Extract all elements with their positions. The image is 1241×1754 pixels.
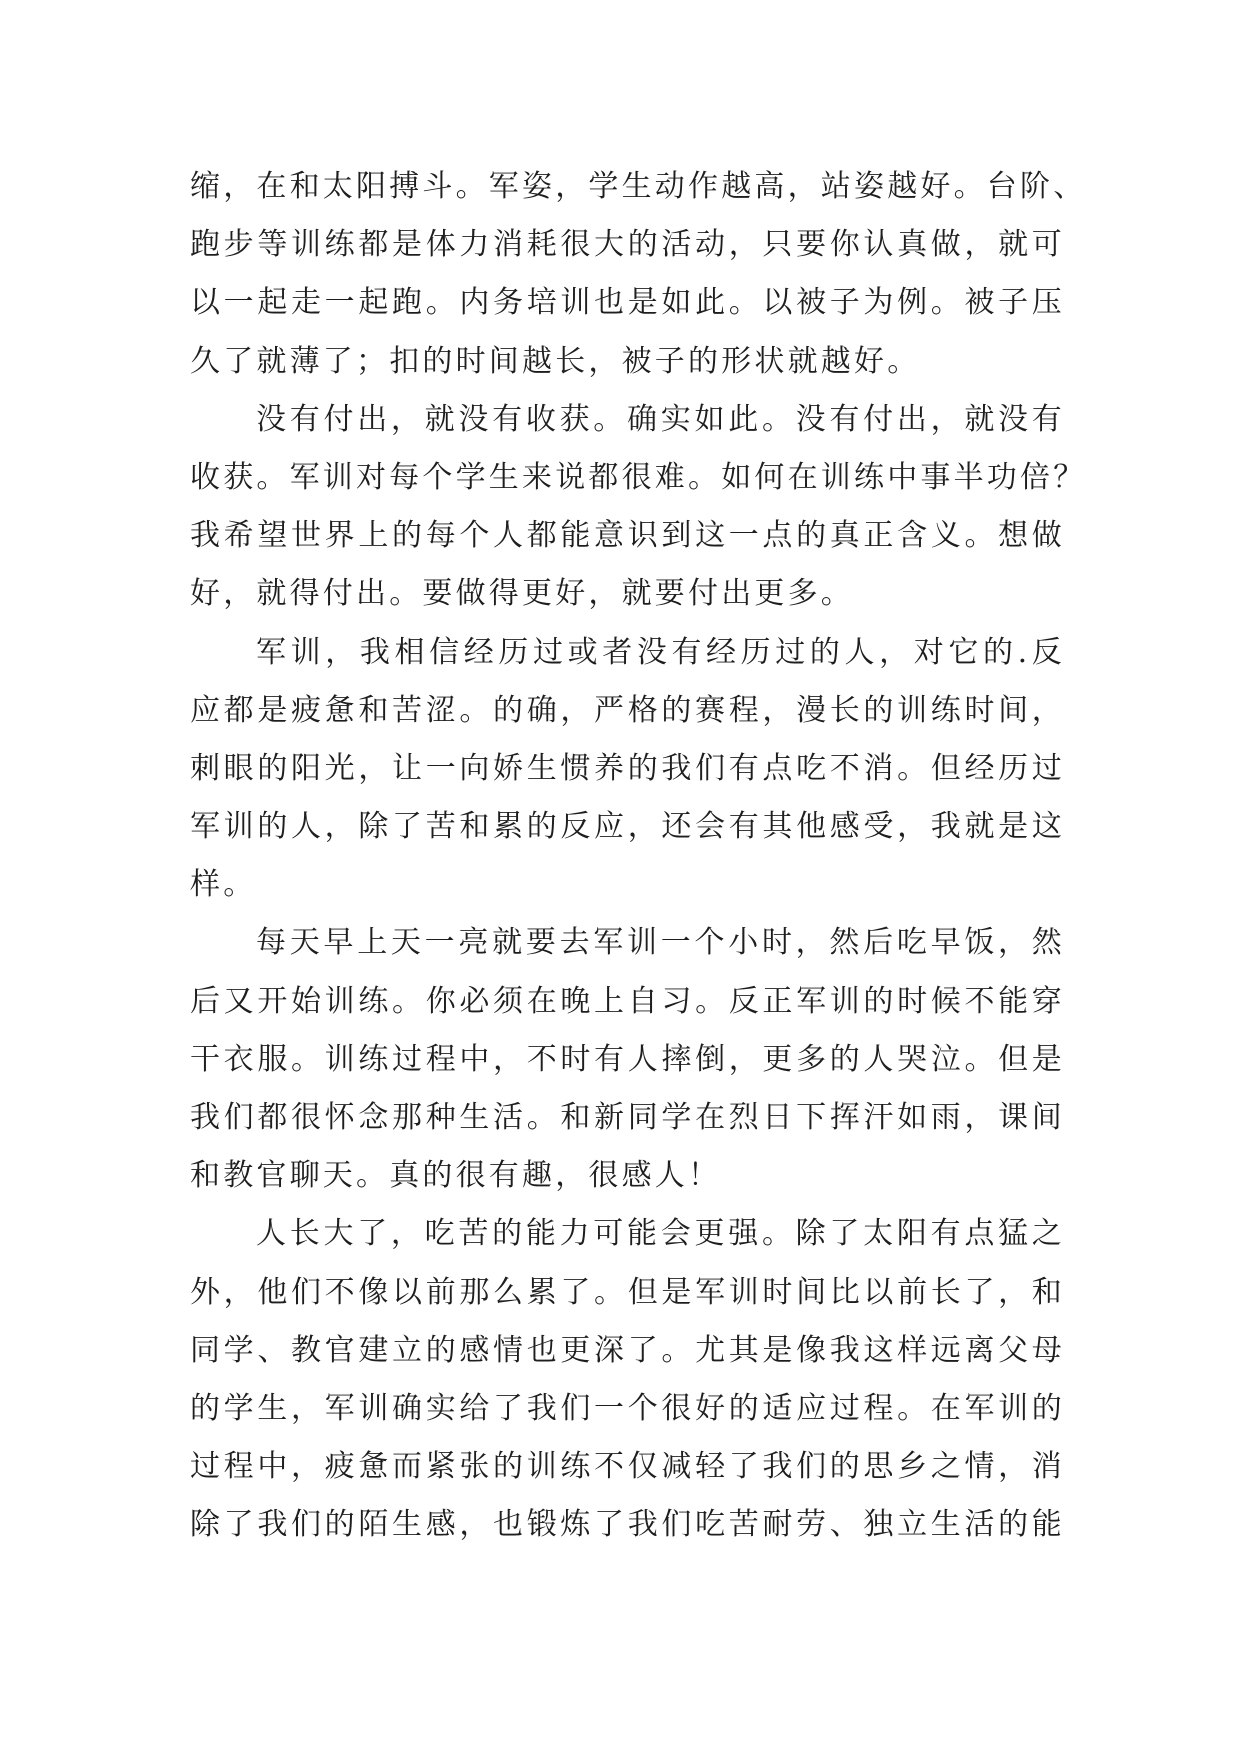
text-line: 军训的人，除了苦和累的反应，还会有其他感受，我就是这	[190, 809, 1065, 845]
text-line: 久了就薄了；扣的时间越长，被子的形状就越好。	[190, 343, 921, 379]
text-line: 和教官聊天。真的很有趣，很感人！	[190, 1158, 722, 1194]
text-line: 同学、教官建立的感情也更深了。尤其是像我这样远离父母	[190, 1332, 1065, 1368]
text-line: 收获。军训对每个学生来说都很难。如何在训练中事半功倍？	[190, 459, 1087, 495]
text-line: 我们都很怀念那种生活。和新同学在烈日下挥汗如雨，课间	[190, 1100, 1065, 1135]
text-line: 以一起走一起跑。内务培训也是如此。以被子为例。被子压	[190, 285, 1065, 321]
text-line: 军训，我相信经历过或者没有经历过的人，对它的.反	[256, 634, 1065, 670]
text-line: 应都是疲惫和苦涩。的确，严格的赛程，漫长的训练时间，	[190, 692, 1065, 728]
text-line: 样。	[190, 867, 257, 903]
text-line: 外，他们不像以前那么累了。但是军训时间比以前长了，和	[190, 1274, 1065, 1310]
text-line: 干衣服。训练过程中，不时有人摔倒，更多的人哭泣。但是	[190, 1041, 1065, 1077]
text-line: 刺眼的阳光，让一向娇生惯养的我们有点吃不消。但经历过	[190, 750, 1065, 786]
text-line: 缩，在和太阳搏斗。军姿，学生动作越高，站姿越好。台阶、	[190, 169, 1087, 204]
document-page	[190, 158, 1087, 1555]
paragraph-2	[190, 391, 1087, 624]
text-line: 没有付出，就没有收获。确实如此。没有付出，就没有	[256, 401, 1065, 437]
text-line: 除了我们的陌生感，也锻炼了我们吃苦耐劳、独立生活的能	[190, 1507, 1065, 1543]
text-line: 跑步等训练都是体力消耗很大的活动，只要你认真做，就可	[190, 227, 1065, 263]
text-line: 好，就得付出。要做得更好，就要付出更多。	[190, 576, 854, 612]
text-line: 每天早上天一亮就要去军训一个小时，然后吃早饭，然	[256, 925, 1065, 961]
paragraph-4	[190, 914, 1065, 1205]
paragraph-5	[190, 1205, 1065, 1554]
paragraph-1	[190, 158, 1087, 391]
text-line: 我希望世界上的每个人都能意识到这一点的真正含义。想做	[190, 518, 1065, 554]
text-line: 过程中，疲惫而紧张的训练不仅减轻了我们的思乡之情，消	[190, 1449, 1065, 1485]
text-line: 的学生，军训确实给了我们一个很好的适应过程。在军训的	[190, 1390, 1065, 1426]
text-line: 人长大了，吃苦的能力可能会更强。除了太阳有点猛之	[256, 1216, 1065, 1252]
paragraph-3	[190, 624, 1065, 915]
text-line: 后又开始训练。你必须在晚上自习。反正军训的时候不能穿	[190, 983, 1065, 1019]
